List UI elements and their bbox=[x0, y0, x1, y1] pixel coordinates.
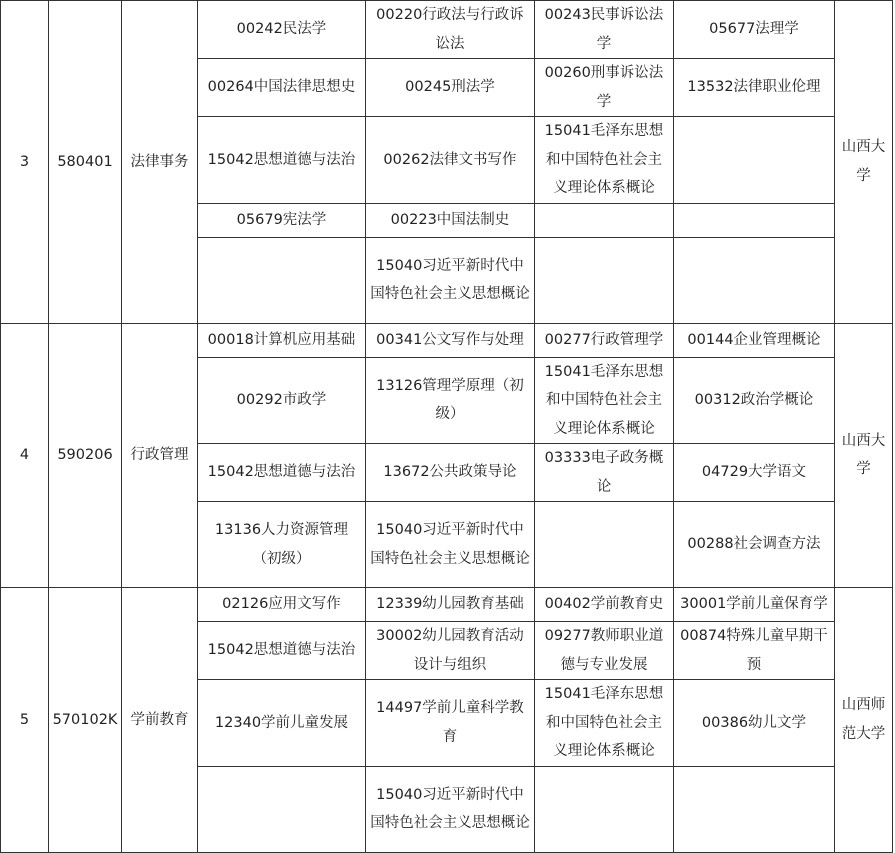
course-cell: 15042思想道德与法治 bbox=[198, 117, 366, 204]
course-cell: 00386幼儿文学 bbox=[674, 680, 835, 767]
course-cell: 00144企业管理概论 bbox=[674, 323, 835, 357]
program-number: 3 bbox=[1, 1, 49, 324]
program-name: 法律事务 bbox=[122, 1, 198, 324]
course-cell: 15041毛泽东思想和中国特色社会主义理论体系概论 bbox=[535, 357, 674, 444]
course-cell: 12340学前儿童发展 bbox=[198, 680, 366, 767]
course-cell bbox=[535, 766, 674, 852]
course-cell: 00292市政学 bbox=[198, 357, 366, 444]
table-row bbox=[1, 1, 893, 59]
course-cell: 15042思想道德与法治 bbox=[198, 444, 366, 502]
course-cell bbox=[674, 117, 835, 204]
course-cell: 00245刑法学 bbox=[366, 59, 535, 117]
course-cell: 13532法律职业伦理 bbox=[674, 59, 835, 117]
course-cell: 12339幼儿园教育基础 bbox=[366, 588, 535, 622]
course-cell: 30002幼儿园教育活动设计与组织 bbox=[366, 622, 535, 680]
course-cell: 15041毛泽东思想和中国特色社会主义理论体系概论 bbox=[535, 680, 674, 767]
school-name: 山西大学 bbox=[835, 1, 893, 324]
program-code: 590206 bbox=[49, 323, 122, 588]
course-cell: 15042思想道德与法治 bbox=[198, 622, 366, 680]
course-cell bbox=[674, 237, 835, 323]
course-cell bbox=[674, 766, 835, 852]
course-cell: 00220行政法与行政诉讼法 bbox=[366, 1, 535, 59]
course-cell: 03333电子政务概论 bbox=[535, 444, 674, 502]
program-number: 5 bbox=[1, 588, 49, 853]
course-cell bbox=[198, 237, 366, 323]
course-cell: 00223中国法制史 bbox=[366, 203, 535, 237]
school-name: 山西师范大学 bbox=[835, 588, 893, 853]
school-name: 山西大学 bbox=[835, 323, 893, 588]
course-cell: 00262法律文书写作 bbox=[366, 117, 535, 204]
program-name: 行政管理 bbox=[122, 323, 198, 588]
course-cell: 00402学前教育史 bbox=[535, 588, 674, 622]
course-cell: 05679宪法学 bbox=[198, 203, 366, 237]
course-cell: 00243民事诉讼法学 bbox=[535, 1, 674, 59]
course-cell: 02126应用文写作 bbox=[198, 588, 366, 622]
course-cell: 09277教师职业道德与专业发展 bbox=[535, 622, 674, 680]
course-cell: 13126管理学原理（初级） bbox=[366, 357, 535, 444]
course-cell: 00242民法学 bbox=[198, 1, 366, 59]
course-cell: 15040习近平新时代中国特色社会主义思想概论 bbox=[366, 766, 535, 852]
course-cell: 05677法理学 bbox=[674, 1, 835, 59]
course-cell: 00018计算机应用基础 bbox=[198, 323, 366, 357]
course-cell bbox=[674, 203, 835, 237]
course-cell bbox=[535, 502, 674, 588]
program-number: 4 bbox=[1, 323, 49, 588]
course-cell: 14497学前儿童科学教育 bbox=[366, 680, 535, 767]
course-cell: 00260刑事诉讼法学 bbox=[535, 59, 674, 117]
course-cell: 00341公文写作与处理 bbox=[366, 323, 535, 357]
course-cell: 15040习近平新时代中国特色社会主义思想概论 bbox=[366, 237, 535, 323]
program-code: 570102K bbox=[49, 588, 122, 853]
course-cell: 00277行政管理学 bbox=[535, 323, 674, 357]
course-cell: 30001学前儿童保育学 bbox=[674, 588, 835, 622]
course-cell: 15040习近平新时代中国特色社会主义思想概论 bbox=[366, 502, 535, 588]
course-cell: 00312政治学概论 bbox=[674, 357, 835, 444]
course-cell bbox=[198, 766, 366, 852]
course-cell bbox=[535, 203, 674, 237]
table-row bbox=[1, 588, 893, 622]
course-cell: 00874特殊儿童早期干预 bbox=[674, 622, 835, 680]
program-name: 学前教育 bbox=[122, 588, 198, 853]
program-code: 580401 bbox=[49, 1, 122, 324]
course-cell bbox=[535, 237, 674, 323]
course-cell: 00288社会调查方法 bbox=[674, 502, 835, 588]
table-row bbox=[1, 323, 893, 357]
course-cell: 04729大学语文 bbox=[674, 444, 835, 502]
course-cell: 00264中国法律思想史 bbox=[198, 59, 366, 117]
course-cell: 13672公共政策导论 bbox=[366, 444, 535, 502]
course-cell: 15041毛泽东思想和中国特色社会主义理论体系概论 bbox=[535, 117, 674, 204]
course-cell: 13136人力资源管理（初级） bbox=[198, 502, 366, 588]
